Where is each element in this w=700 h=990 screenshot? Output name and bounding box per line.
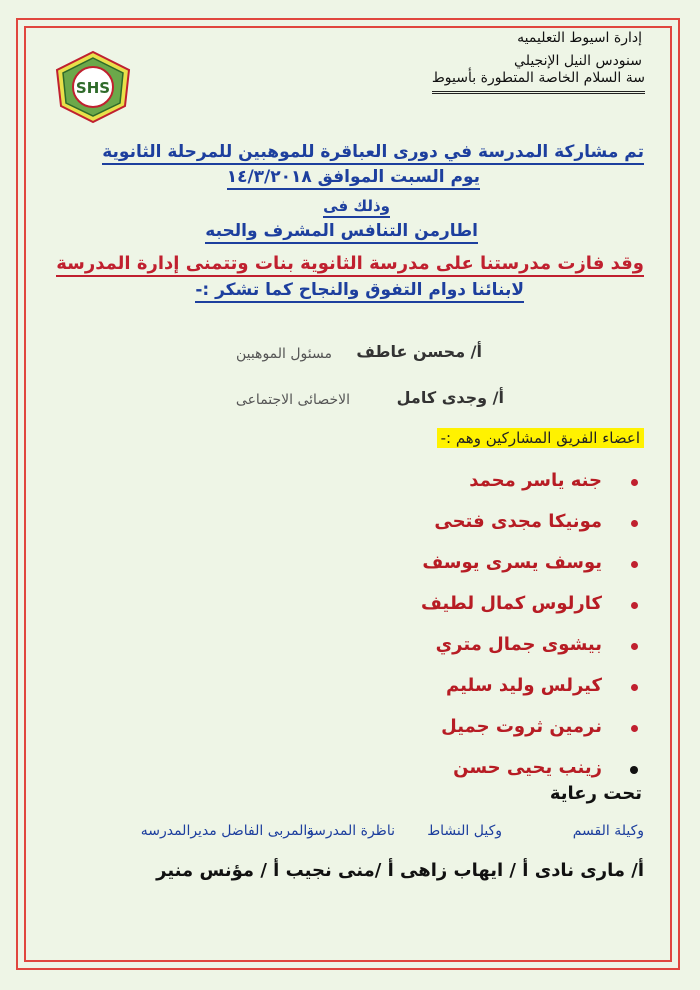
announcement-line-6: لابنائنا دوام التفوق والنجاح كما تشكر :- — [195, 280, 524, 300]
announcement-line-5: وقد فازت مدرستنا على مدرسة الثانوية بنات وتتمنى إدارة المدرسة — [56, 253, 644, 274]
announcement-line-4: اطارمن التنافس المشرف والحبه — [205, 221, 478, 241]
staff-role-1: مسئول الموهبين — [235, 346, 332, 362]
header-line-3: سة السلام الخاصة المتطورة بأسيوط — [432, 70, 645, 94]
bullet-icon — [631, 520, 638, 527]
bullet-icon — [631, 684, 638, 691]
header-line-1: إدارة اسيوط التعليميه — [517, 30, 642, 46]
role-activity-deputy: وكيل النشاط — [427, 823, 502, 839]
team-label: اعضاء الفريق المشاركين وهم :- — [437, 428, 644, 448]
staff-name-1: أ/ محسن عاطف — [356, 342, 482, 361]
role-deputy-section: وكيلة القسم — [572, 823, 644, 839]
bullet-icon — [631, 725, 638, 732]
bullet-icon — [631, 479, 638, 486]
staff-role-2: الاخصائى الاجتماعى — [235, 392, 350, 408]
staff-name-2: أ/ وجدى كامل — [396, 388, 504, 407]
list-item: مونيكا مجدى فتحى — [324, 511, 644, 552]
list-item: جنه ياسر محمد — [324, 470, 644, 511]
signatures-line: أ/ مارى نادى أ / ايهاب زاهى أ /منى نجيب أ / مؤنس منير — [156, 860, 644, 881]
announcement-line-1: تم مشاركة المدرسة في دورى العباقرة للموهبين للمرحلة الثانوية — [102, 142, 644, 162]
members-list — [324, 470, 644, 798]
bullet-icon — [630, 766, 638, 774]
bullet-icon — [631, 561, 638, 568]
list-item: كارلوس كمال لطيف — [324, 593, 644, 634]
announcement-line-2: يوم السبت الموافق ١٤/٣/٢٠١٨ — [227, 167, 480, 187]
list-item: بيشوى جمال متري — [324, 634, 644, 675]
bullet-icon — [631, 602, 638, 609]
role-director: والمربى الفاضل مديرالمدرسه — [140, 823, 314, 839]
list-item: زينب يحيى حسن — [324, 757, 644, 798]
patronage-heading: تحت رعاية — [549, 783, 642, 804]
bullet-icon — [631, 643, 638, 650]
list-item: نرمين ثروت جميل — [324, 716, 644, 757]
list-item: يوسف يسرى يوسف — [324, 552, 644, 593]
role-principal: ناظرة المدرسة — [306, 823, 395, 839]
header-line-2: سنودس النيل الإنجيلي — [514, 53, 642, 69]
list-item: كيرلس وليد سليم — [324, 675, 644, 716]
announcement-line-3: وذلك فى — [323, 197, 390, 215]
school-logo-icon — [55, 50, 131, 124]
logo-text: SHS — [75, 79, 111, 97]
